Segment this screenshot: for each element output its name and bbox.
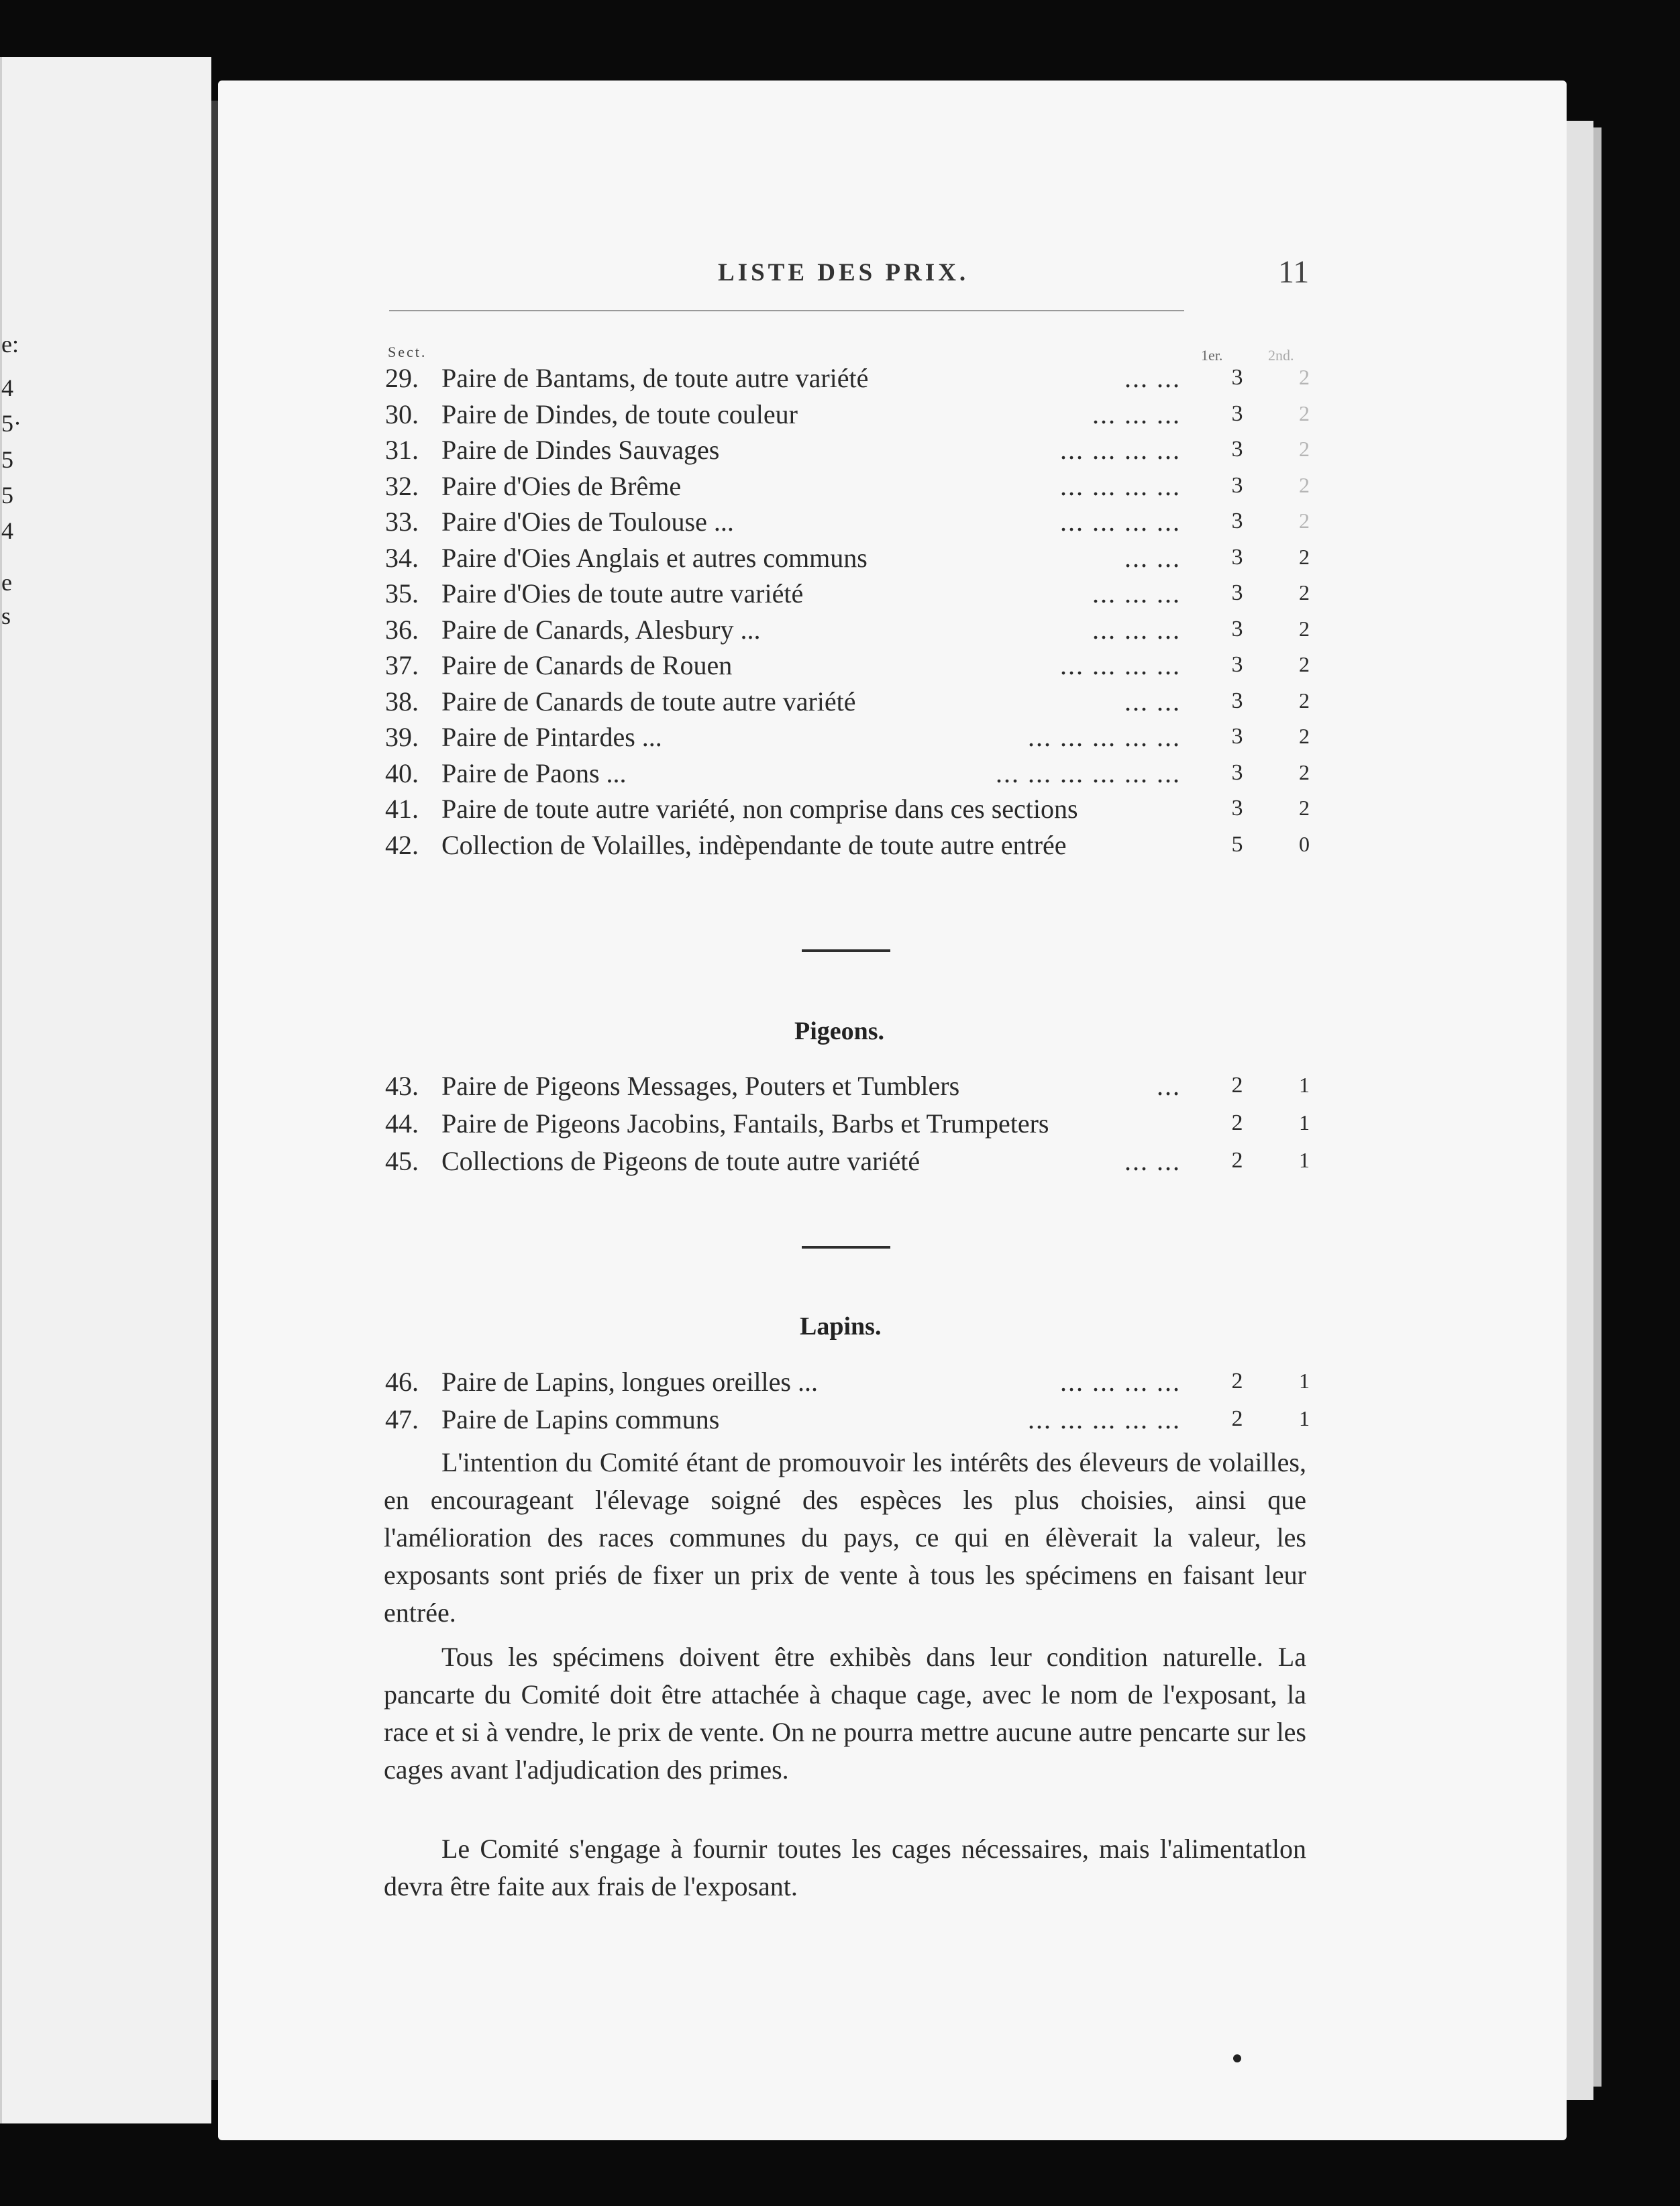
entry-description: Paire d'Oies de toute autre variété bbox=[441, 578, 804, 609]
entry-description: Paire d'Oies de Brême bbox=[441, 470, 682, 501]
prize-row bbox=[385, 399, 1324, 435]
prize-row bbox=[385, 649, 1324, 686]
prize-row bbox=[385, 614, 1324, 651]
first-prize-value: 3 bbox=[1231, 652, 1243, 677]
paragraph-text: Tous les spécimens doivent être exhibès dans leur condition naturelle. La pancarte du Comité doit être attachée à chaque cage, avec le nom de l'exposant, la race et si à vendre, le prix de vente. On ne pourra mettre aucune autre pencarte sur les cages avant l'adjudication des primes. bbox=[384, 1642, 1306, 1785]
leader-dots: ... ... ... ... ... ... bbox=[996, 757, 1181, 788]
section-number: 40. bbox=[385, 757, 419, 788]
first-prize-column-label: 1er. bbox=[1201, 347, 1223, 364]
section-number: 29. bbox=[385, 363, 419, 393]
left-facing-page bbox=[0, 57, 211, 2123]
prize-row bbox=[385, 1108, 1324, 1145]
first-prize-value: 3 bbox=[1231, 616, 1243, 641]
entry-description: Paire de Dindes, de toute couleur bbox=[441, 399, 798, 429]
section-number: 41. bbox=[385, 794, 419, 824]
first-prize-value: 3 bbox=[1231, 365, 1243, 390]
first-prize-value: 3 bbox=[1231, 580, 1243, 605]
margin-fragment: e bbox=[1, 569, 12, 596]
second-prize-value: 1 bbox=[1299, 1148, 1310, 1172]
paragraph-specimens bbox=[384, 1638, 1306, 1789]
second-prize-value: 2 bbox=[1299, 580, 1310, 605]
section-number: 38. bbox=[385, 686, 419, 717]
entry-description: Paire de Canards de Rouen bbox=[441, 650, 733, 680]
prize-row bbox=[385, 1366, 1324, 1403]
margin-fragment: s bbox=[1, 602, 11, 629]
section-number: 42. bbox=[385, 829, 419, 860]
second-prize-value: 2 bbox=[1299, 652, 1310, 676]
entry-description: Paire de Dindes Sauvages bbox=[441, 435, 720, 465]
leader-dots: ... ... bbox=[1124, 686, 1181, 717]
prize-row bbox=[385, 506, 1324, 543]
leader-dots: ... ... ... ... bbox=[1060, 1367, 1181, 1397]
left-page-edge bbox=[0, 57, 2, 2123]
ink-speck bbox=[1233, 2054, 1241, 2062]
prize-row bbox=[385, 757, 1324, 794]
first-prize-value: 3 bbox=[1231, 724, 1243, 749]
section-number: 39. bbox=[385, 722, 419, 752]
paragraph-text: L'intention du Comité étant de promouvoir les intérêts des éleveurs de volailles, en encourageant l'élevage soigné des espèces les plus choisies, ainsi que l'amélioration des races communes du pays, ce qui en élèverait la valeur, les exposants sont priés de fixer un prix de vente à tous les spécimens en faisant leur entrée. bbox=[384, 1447, 1306, 1628]
prize-row bbox=[385, 578, 1324, 615]
first-prize-value: 3 bbox=[1231, 759, 1243, 785]
leader-dots: ... ... bbox=[1124, 1146, 1181, 1176]
leader-dots: ... ... ... ... ... bbox=[1028, 722, 1181, 752]
margin-fragment: 4 bbox=[1, 517, 13, 544]
margin-fragment: 4 bbox=[1, 374, 13, 401]
second-prize-value: 2 bbox=[1299, 759, 1310, 784]
entry-description: Paire de Canards de toute autre variété bbox=[441, 686, 856, 717]
entry-description: Paire de Bantams, de toute autre variété bbox=[441, 363, 869, 393]
first-prize-value: 5 bbox=[1231, 831, 1243, 857]
section-title-pigeons: Pigeons. bbox=[794, 1017, 885, 1045]
first-prize-value: 3 bbox=[1231, 688, 1243, 713]
prize-row bbox=[385, 434, 1324, 471]
entry-description: Paire de Pintardes ... bbox=[441, 722, 662, 752]
entry-description: Paire de Lapins communs bbox=[441, 1404, 720, 1434]
second-prize-value: 2 bbox=[1299, 688, 1310, 713]
prize-row bbox=[385, 1070, 1324, 1107]
section-number: 30. bbox=[385, 399, 419, 429]
header-rule bbox=[389, 310, 1184, 311]
leader-dots: ... ... ... ... bbox=[1060, 650, 1181, 680]
margin-fragment: 5· bbox=[1, 410, 21, 437]
paragraph-text: Le Comité s'engage à fournir toutes les cages nécessaires, mais l'alimentatlon devra être faite aux frais de l'exposant. bbox=[384, 1834, 1306, 1901]
leader-dots: ... ... ... bbox=[1092, 399, 1181, 429]
leader-dots: ... ... ... bbox=[1092, 578, 1181, 609]
entry-description: Paire de Canards, Alesbury ... bbox=[441, 614, 761, 645]
second-prize-value: 2 bbox=[1299, 472, 1310, 497]
prize-row bbox=[385, 829, 1324, 866]
leader-dots: ... ... ... ... ... bbox=[1028, 1404, 1181, 1434]
first-prize-value: 3 bbox=[1231, 472, 1243, 498]
entry-description: Collection de Volailles, indèpendante de toute autre entrée bbox=[441, 829, 1067, 860]
leader-dots: ... ... ... ... bbox=[1060, 470, 1181, 501]
leader-dots: ... ... ... ... bbox=[1060, 507, 1181, 537]
second-prize-value: 2 bbox=[1299, 724, 1310, 748]
leader-dots: ... ... bbox=[1124, 363, 1181, 393]
prize-row bbox=[385, 1145, 1324, 1182]
margin-fragment: e: bbox=[1, 331, 19, 358]
first-prize-value: 2 bbox=[1231, 1073, 1243, 1098]
section-number: 46. bbox=[385, 1367, 419, 1397]
first-prize-value: 3 bbox=[1231, 544, 1243, 570]
section-number: 47. bbox=[385, 1404, 419, 1434]
entry-description: Paire de Pigeons Messages, Pouters et Tumblers bbox=[441, 1071, 960, 1101]
prize-row bbox=[385, 1404, 1324, 1440]
prize-row bbox=[385, 686, 1324, 723]
prize-row bbox=[385, 721, 1324, 758]
leader-dots: ... ... ... bbox=[1092, 614, 1181, 645]
section-title-lapins: Lapins. bbox=[800, 1312, 882, 1341]
prize-row bbox=[385, 362, 1324, 399]
second-prize-value: 0 bbox=[1299, 831, 1310, 856]
entry-description: Paire d'Oies Anglais et autres communs bbox=[441, 542, 868, 573]
second-prize-value: 1 bbox=[1299, 1406, 1310, 1430]
second-prize-value: 2 bbox=[1299, 365, 1310, 389]
margin-fragment: 5 bbox=[1, 482, 13, 509]
second-prize-value: 2 bbox=[1299, 437, 1310, 461]
page-stack-edge-shadow bbox=[1593, 127, 1602, 2087]
first-prize-value: 3 bbox=[1231, 796, 1243, 821]
section-number: 32. bbox=[385, 470, 419, 501]
margin-fragment: 5 bbox=[1, 446, 13, 473]
leader-dots: ... ... bbox=[1124, 542, 1181, 573]
leader-dots: ... bbox=[1157, 1071, 1181, 1101]
second-prize-value: 2 bbox=[1299, 796, 1310, 820]
entry-description: Paire de toute autre variété, non comprise dans ces sections bbox=[441, 794, 1078, 824]
first-prize-value: 2 bbox=[1231, 1369, 1243, 1394]
paragraph-cages bbox=[384, 1830, 1306, 1905]
first-prize-value: 2 bbox=[1231, 1148, 1243, 1173]
section-number: 37. bbox=[385, 650, 419, 680]
prize-row bbox=[385, 793, 1324, 830]
entry-description: Paire d'Oies de Toulouse ... bbox=[441, 507, 734, 537]
page-number: 11 bbox=[1278, 254, 1310, 290]
first-prize-value: 2 bbox=[1231, 1110, 1243, 1135]
leader-dots: ... ... ... ... bbox=[1060, 435, 1181, 465]
entry-description: Paire de Paons ... bbox=[441, 757, 627, 788]
section-number: 45. bbox=[385, 1146, 419, 1176]
second-prize-value: 2 bbox=[1299, 509, 1310, 533]
section-number: 33. bbox=[385, 507, 419, 537]
section-number: 35. bbox=[385, 578, 419, 609]
first-prize-value: 3 bbox=[1231, 401, 1243, 426]
section-number: 31. bbox=[385, 435, 419, 465]
second-prize-value: 2 bbox=[1299, 616, 1310, 641]
running-head: LISTE DES PRIX. bbox=[718, 259, 969, 286]
paragraph-intention bbox=[384, 1444, 1306, 1632]
second-prize-column-label: 2nd. bbox=[1268, 347, 1294, 364]
first-prize-value: 3 bbox=[1231, 509, 1243, 533]
second-prize-value: 1 bbox=[1299, 1073, 1310, 1097]
section-number: 34. bbox=[385, 542, 419, 573]
entry-description: Paire de Lapins, longues oreilles ... bbox=[441, 1367, 818, 1397]
section-number: 44. bbox=[385, 1108, 419, 1139]
section-number: 43. bbox=[385, 1071, 419, 1101]
sect-column-label: Sect. bbox=[388, 344, 427, 360]
second-prize-value: 1 bbox=[1299, 1369, 1310, 1393]
section-divider bbox=[802, 949, 890, 952]
first-prize-value: 2 bbox=[1231, 1406, 1243, 1431]
first-prize-value: 3 bbox=[1231, 437, 1243, 462]
section-number: 36. bbox=[385, 614, 419, 645]
second-prize-value: 1 bbox=[1299, 1110, 1310, 1135]
second-prize-value: 2 bbox=[1299, 544, 1310, 569]
prize-row bbox=[385, 542, 1324, 579]
second-prize-value: 2 bbox=[1299, 401, 1310, 425]
entry-description: Collections de Pigeons de toute autre variété bbox=[441, 1146, 921, 1176]
prize-row bbox=[385, 470, 1324, 507]
entry-description: Paire de Pigeons Jacobins, Fantails, Barbs et Trumpeters bbox=[441, 1108, 1049, 1139]
section-divider bbox=[802, 1246, 890, 1249]
